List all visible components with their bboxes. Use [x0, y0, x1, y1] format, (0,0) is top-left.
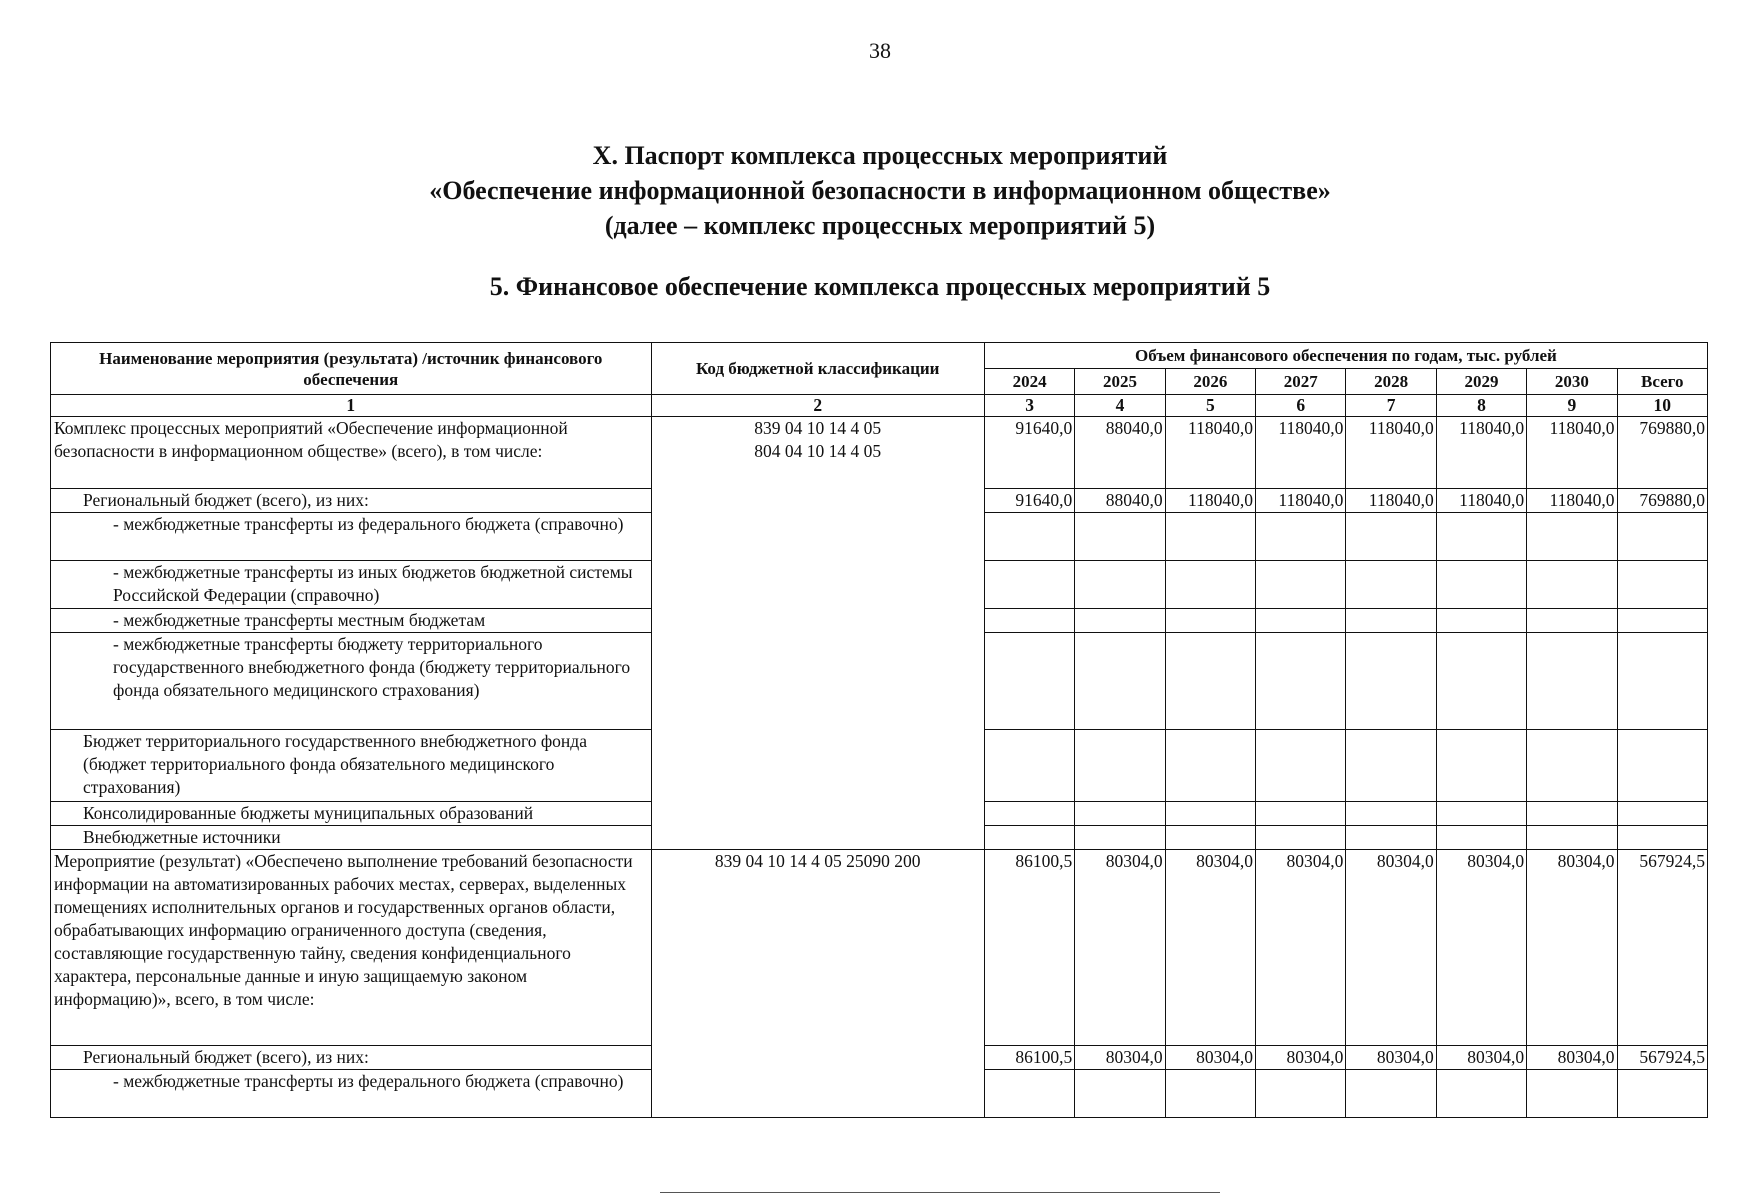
- value-cell: [1165, 609, 1255, 633]
- value-cell: [1346, 609, 1436, 633]
- value-cell: [1346, 730, 1436, 802]
- value-cell: [984, 513, 1074, 561]
- value-cell: 80304,0: [1527, 850, 1617, 1046]
- value-cell: [1436, 826, 1526, 850]
- value-cell: 91640,0: [984, 489, 1074, 513]
- value-cell: [1527, 802, 1617, 826]
- value-cell: 118040,0: [1346, 417, 1436, 489]
- value-cell: 80304,0: [1527, 1046, 1617, 1070]
- row-name: Мероприятие (результат) «Обеспечено выполнение требований безопасности информации на автоматизированных рабочих местах, серверах, выделенных помещениях исполнительных органов и государственных органов области, обрабатывающих информацию ограниченного доступа (сведения, составляющие государственную тайну, сведения конфиденциального характера, персональные данные и иную защищаемую законом информацию)», всего, в том числе:: [51, 850, 652, 1046]
- value-cell: [1436, 1070, 1526, 1118]
- value-cell: [1256, 513, 1346, 561]
- title-line-3: (далее – комплекс процессных мероприятий 5): [604, 211, 1156, 240]
- value-cell: [1165, 513, 1255, 561]
- value-cell: [1075, 609, 1165, 633]
- value-cell: 118040,0: [1436, 417, 1526, 489]
- column-number: 4: [1075, 395, 1165, 417]
- value-cell: [1436, 561, 1526, 609]
- value-cell: [1617, 826, 1707, 850]
- value-cell: [1527, 561, 1617, 609]
- value-cell: [1436, 513, 1526, 561]
- header-name: Наименование мероприятия (результата) /источник финансового обеспечения: [51, 343, 652, 395]
- value-cell: [1527, 730, 1617, 802]
- value-cell: [1256, 730, 1346, 802]
- value-cell: [984, 609, 1074, 633]
- value-cell: 567924,5: [1617, 1046, 1707, 1070]
- row-name: Комплекс процессных мероприятий «Обеспечение информационной безопасности в информационном обществе» (всего), в том числе:: [51, 417, 652, 489]
- value-cell: [1165, 802, 1255, 826]
- value-cell: 80304,0: [1165, 850, 1255, 1046]
- budget-code: 839 04 10 14 4 05 25090 200: [651, 850, 984, 1118]
- column-number: 9: [1527, 395, 1617, 417]
- value-cell: [1346, 513, 1436, 561]
- row-name: - межбюджетные трансферты из федерального бюджета (справочно): [51, 1070, 652, 1118]
- value-cell: [1256, 609, 1346, 633]
- value-cell: 80304,0: [1256, 1046, 1346, 1070]
- value-cell: [1436, 730, 1526, 802]
- column-number: 5: [1165, 395, 1255, 417]
- value-cell: [1075, 730, 1165, 802]
- value-cell: [1527, 1070, 1617, 1118]
- header-year: 2027: [1256, 369, 1346, 395]
- value-cell: 118040,0: [1436, 489, 1526, 513]
- financing-table: [50, 342, 1708, 1118]
- value-cell: [1346, 1070, 1436, 1118]
- value-cell: [1617, 561, 1707, 609]
- document-title: [0, 138, 1760, 243]
- value-cell: [1075, 802, 1165, 826]
- value-cell: [984, 802, 1074, 826]
- value-cell: [1617, 633, 1707, 730]
- value-cell: 769880,0: [1617, 417, 1707, 489]
- row-name: Консолидированные бюджеты муниципальных образований: [51, 802, 652, 826]
- header-year: 2024: [984, 369, 1074, 395]
- header-year: 2026: [1165, 369, 1255, 395]
- row-name: Региональный бюджет (всего), из них:: [51, 1046, 652, 1070]
- value-cell: [1346, 561, 1436, 609]
- value-cell: 80304,0: [1346, 850, 1436, 1046]
- value-cell: [1436, 633, 1526, 730]
- value-cell: [1075, 561, 1165, 609]
- value-cell: 86100,5: [984, 1046, 1074, 1070]
- value-cell: [1527, 513, 1617, 561]
- value-cell: [1617, 802, 1707, 826]
- value-cell: 80304,0: [1436, 1046, 1526, 1070]
- value-cell: 88040,0: [1075, 489, 1165, 513]
- footer-divider: [660, 1192, 1220, 1193]
- row-name: - межбюджетные трансферты из иных бюджетов бюджетной системы Российской Федерации (справочно): [51, 561, 652, 609]
- header-volume: Объем финансового обеспечения по годам, тыс. рублей: [984, 343, 1707, 369]
- header-year: 2028: [1346, 369, 1436, 395]
- value-cell: [984, 633, 1074, 730]
- value-cell: 88040,0: [1075, 417, 1165, 489]
- value-cell: [1436, 609, 1526, 633]
- value-cell: [1256, 826, 1346, 850]
- value-cell: [1075, 1070, 1165, 1118]
- value-cell: [984, 730, 1074, 802]
- value-cell: [1256, 633, 1346, 730]
- value-cell: 80304,0: [1436, 850, 1526, 1046]
- row-name: - межбюджетные трансферты из федерального бюджета (справочно): [51, 513, 652, 561]
- value-cell: [1527, 633, 1617, 730]
- value-cell: [1346, 826, 1436, 850]
- value-cell: 80304,0: [1346, 1046, 1436, 1070]
- value-cell: [1617, 513, 1707, 561]
- page-number: 38: [869, 38, 891, 63]
- value-cell: [1165, 633, 1255, 730]
- value-cell: 118040,0: [1527, 417, 1617, 489]
- value-cell: 80304,0: [1075, 1046, 1165, 1070]
- value-cell: [1527, 826, 1617, 850]
- row-name: Бюджет территориального государственного внебюджетного фонда (бюджет территориального фонда обязательного медицинского страхования): [51, 730, 652, 802]
- value-cell: 118040,0: [1165, 417, 1255, 489]
- budget-code: 839 04 10 14 4 05 804 04 10 14 4 05: [651, 417, 984, 850]
- title-line-1: X. Паспорт комплекса процессных мероприятий: [592, 141, 1168, 170]
- value-cell: [1527, 609, 1617, 633]
- value-cell: [1436, 802, 1526, 826]
- value-cell: [1346, 633, 1436, 730]
- title-line-2: «Обеспечение информационной безопасности в информационном обществе»: [429, 176, 1331, 205]
- column-number: 1: [51, 395, 652, 417]
- value-cell: [984, 561, 1074, 609]
- table-row: [51, 850, 1708, 1046]
- value-cell: 769880,0: [1617, 489, 1707, 513]
- value-cell: 118040,0: [1165, 489, 1255, 513]
- value-cell: 80304,0: [1075, 850, 1165, 1046]
- value-cell: [1075, 513, 1165, 561]
- value-cell: 118040,0: [1256, 489, 1346, 513]
- value-cell: [1075, 633, 1165, 730]
- row-name: Региональный бюджет (всего), из них:: [51, 489, 652, 513]
- column-number: 8: [1436, 395, 1526, 417]
- value-cell: [1165, 1070, 1255, 1118]
- value-cell: 91640,0: [984, 417, 1074, 489]
- header-year: 2029: [1436, 369, 1526, 395]
- column-number: 10: [1617, 395, 1707, 417]
- row-name: Внебюджетные источники: [51, 826, 652, 850]
- column-number: 2: [651, 395, 984, 417]
- value-cell: [1346, 802, 1436, 826]
- value-cell: [984, 826, 1074, 850]
- value-cell: 567924,5: [1617, 850, 1707, 1046]
- column-number: 7: [1346, 395, 1436, 417]
- header-code: Код бюджетной классификации: [651, 343, 984, 395]
- table-row: [51, 417, 1708, 489]
- row-name: - межбюджетные трансферты местным бюджетам: [51, 609, 652, 633]
- column-number: 3: [984, 395, 1074, 417]
- value-cell: 118040,0: [1256, 417, 1346, 489]
- value-cell: [1617, 730, 1707, 802]
- value-cell: [1617, 1070, 1707, 1118]
- value-cell: [1165, 826, 1255, 850]
- value-cell: [1075, 826, 1165, 850]
- value-cell: 86100,5: [984, 850, 1074, 1046]
- header-total: Всего: [1617, 369, 1707, 395]
- value-cell: [1256, 561, 1346, 609]
- row-name: - межбюджетные трансферты бюджету территориального государственного внебюджетного фонда (бюджету территориального фонда обязательного медицинского страхования): [51, 633, 652, 730]
- value-cell: 118040,0: [1527, 489, 1617, 513]
- value-cell: [1256, 802, 1346, 826]
- value-cell: [1256, 1070, 1346, 1118]
- value-cell: 80304,0: [1165, 1046, 1255, 1070]
- value-cell: [1617, 609, 1707, 633]
- value-cell: [1165, 561, 1255, 609]
- header-year: 2025: [1075, 369, 1165, 395]
- value-cell: 80304,0: [1256, 850, 1346, 1046]
- column-number: 6: [1256, 395, 1346, 417]
- header-year: 2030: [1527, 369, 1617, 395]
- value-cell: 118040,0: [1346, 489, 1436, 513]
- value-cell: [984, 1070, 1074, 1118]
- section-title: 5. Финансовое обеспечение комплекса процессных мероприятий 5: [489, 272, 1271, 301]
- value-cell: [1165, 730, 1255, 802]
